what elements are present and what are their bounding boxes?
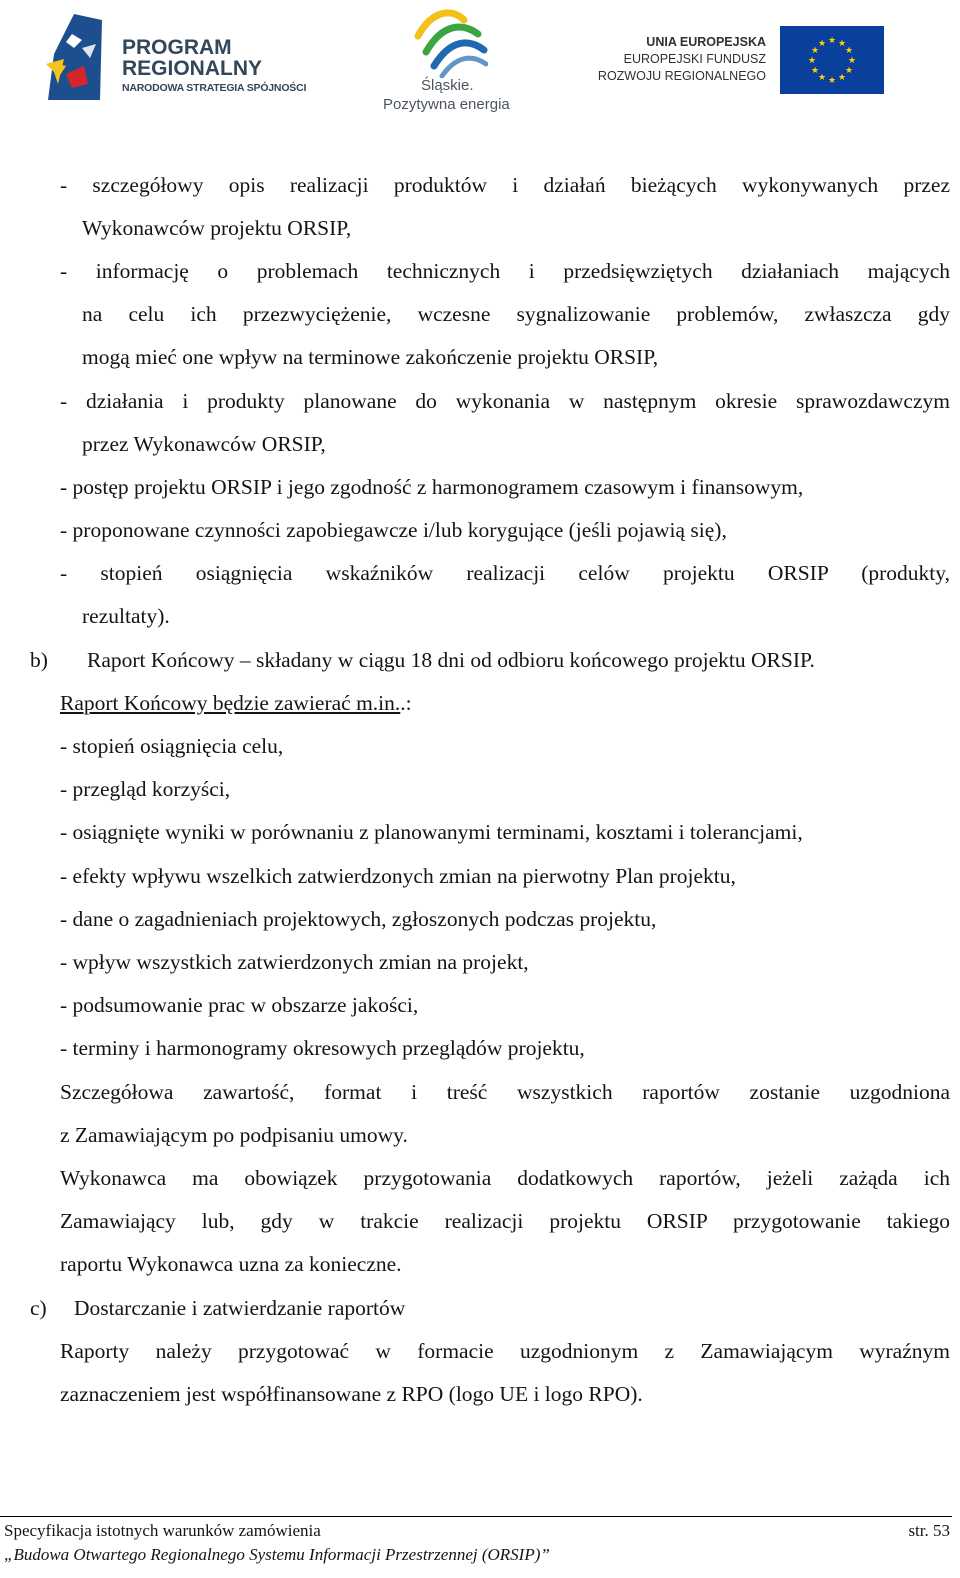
footer-divider xyxy=(0,1516,952,1517)
footer-project-title: „Budowa Otwartego Regionalnego Systemu Informacji Przestrzennej (ORSIP)” xyxy=(4,1545,550,1564)
slaskie-logo-line1: Śląskie. xyxy=(421,77,474,94)
body-line-6: - działania i produkty planowane do wykonania w następnym okresie sprawozdawczym xyxy=(60,389,950,413)
svg-text:★: ★ xyxy=(844,46,854,56)
section-c-heading: Dostarczanie i zatwierdzanie raportów xyxy=(74,1296,406,1320)
eu-logo-line1: UNIA EUROPEJSKA xyxy=(646,35,766,49)
body-line-20: - wpływ wszystkich zatwierdzonych zmian na projekt, xyxy=(60,950,529,974)
body-line-17: - osiągnięte wyniki w porównaniu z planowanymi terminami, kosztami i tolerancjami, xyxy=(60,820,803,844)
program-logo-line3: NARODOWA STRATEGIA SPÓJNOŚCI xyxy=(122,82,307,94)
body-line-22: - terminy i harmonogramy okresowych przeglądów projektu, xyxy=(60,1036,585,1060)
program-logo-line2: REGIONALNY xyxy=(122,57,263,80)
slaskie-logo-line2: Pozytywna energia xyxy=(383,96,510,113)
svg-text:★: ★ xyxy=(810,46,820,56)
eu-logo-line2: EUROPEJSKI FUNDUSZ xyxy=(623,52,766,66)
body-line-10: - stopień osiągnięcia wskaźników realizacji celów projektu ORSIP (produkty, xyxy=(60,561,950,585)
body-line-15: - stopień osiągnięcia celu, xyxy=(60,734,284,758)
header-logos xyxy=(0,0,960,130)
section-b-heading: Raport Końcowy – składany w ciągu 18 dni od odbioru końcowego projektu ORSIP. xyxy=(87,648,815,672)
section-b-intro xyxy=(60,688,412,718)
body-line-8: - postęp projektu ORSIP i jego zgodność z harmonogramem czasowym i finansowym, xyxy=(60,475,804,499)
svg-text:★: ★ xyxy=(837,73,847,83)
body-line-26: Zamawiający lub, gdy w trakcie realizacji projektu ORSIP przygotowanie takiego xyxy=(60,1209,950,1233)
body-line-21: - podsumowanie prac w obszarze jakości, xyxy=(60,993,419,1017)
body-line-9: - proponowane czynności zapobiegawcze i/lub korygujące (jeśli pojawią się), xyxy=(60,518,727,542)
slaskie-emblem-icon xyxy=(412,6,488,78)
list-marker-b: b) xyxy=(30,648,48,672)
body-line-27: raportu Wykonawca uzna za konieczne. xyxy=(60,1252,402,1276)
svg-text:★: ★ xyxy=(844,66,854,76)
svg-text:★: ★ xyxy=(837,39,847,49)
eu-logo-line3: ROZWOJU REGIONALNEGO xyxy=(597,69,766,83)
footer-document-title: Specyfikacja istotnych warunków zamówienia xyxy=(4,1521,321,1540)
body-line-5: mogą mieć one wpływ na terminowe zakończenie projektu ORSIP, xyxy=(82,345,659,369)
list-marker-c: c) xyxy=(30,1296,47,1320)
body-line-23: Szczegółowa zawartość, format i treść wszystkich raportów zostanie uzgodniona xyxy=(60,1080,950,1104)
body-line-3: - informację o problemach technicznych i przedsięwziętych działaniach mających xyxy=(60,259,950,283)
body-line-4: na celu ich przezwyciężenie, wczesne sygnalizowanie problemów, zwłaszcza gdy xyxy=(82,302,950,326)
body-line-31: Raporty należy przygotować w formacie uzgodnionym z Zamawiającym wyraźnym xyxy=(60,1339,950,1363)
program-logo-line1: PROGRAM xyxy=(122,36,232,59)
body-line-19: - dane o zagadnieniach projektowych, zgłoszonych podczas projektu, xyxy=(60,907,657,931)
body-line-1: - szczegółowy opis realizacji produktów i działań bieżących wykonywanych przez xyxy=(60,173,950,197)
svg-text:★: ★ xyxy=(847,56,857,66)
body-line-32: zaznaczeniem jest współfinansowane z RPO (logo UE i logo RPO). xyxy=(60,1382,643,1406)
svg-text:★: ★ xyxy=(807,56,817,66)
svg-text:★: ★ xyxy=(817,73,827,83)
svg-text:★: ★ xyxy=(817,39,827,49)
body-line-18: - efekty wpływu wszelkich zatwierdzonych zmian na pierwotny Plan projektu, xyxy=(60,864,736,888)
footer-page-number: str. 53 xyxy=(908,1521,950,1540)
eu-flag-icon xyxy=(780,26,884,94)
svg-text:★: ★ xyxy=(810,66,820,76)
svg-text:★: ★ xyxy=(827,36,837,46)
body-line-7: przez Wykonawców ORSIP, xyxy=(82,432,326,456)
section-b-intro-underlined: Raport Końcowy będzie zawierać m.in. xyxy=(60,691,401,715)
body-line-25: Wykonawca ma obowiązek przygotowania dodatkowych raportów, jeżeli zażąda ich xyxy=(60,1166,950,1190)
body-line-16: - przegląd korzyści, xyxy=(60,777,231,801)
svg-text:★: ★ xyxy=(827,76,837,86)
body-line-2: Wykonawców projektu ORSIP, xyxy=(82,216,352,240)
program-regionalny-emblem-icon xyxy=(44,14,104,102)
section-b-intro-tail: .: xyxy=(400,691,412,715)
body-line-24: z Zamawiającym po podpisaniu umowy. xyxy=(60,1123,408,1147)
body-line-11: rezultaty). xyxy=(82,604,170,628)
